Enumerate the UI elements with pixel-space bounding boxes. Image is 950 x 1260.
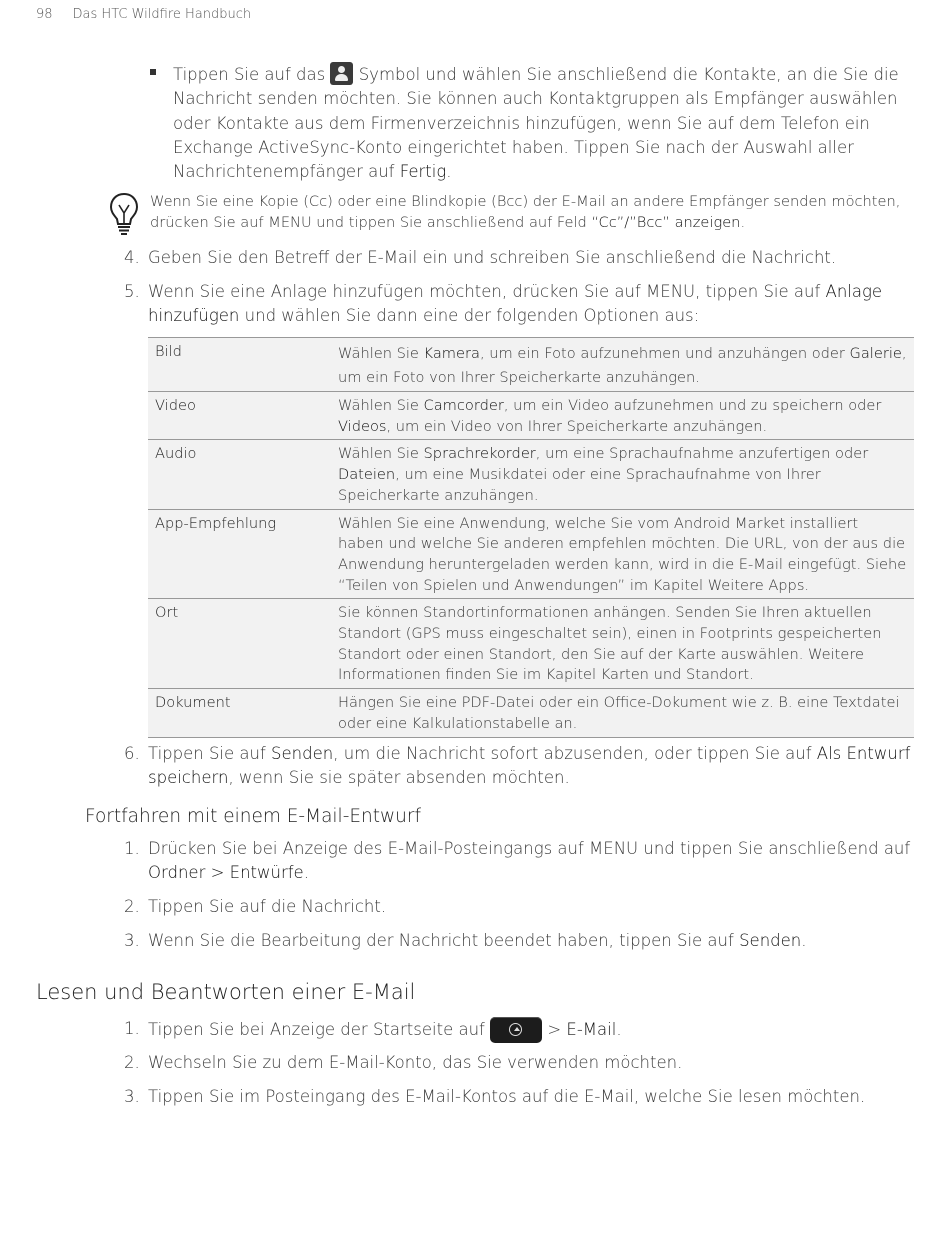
step-number: 3.	[124, 1087, 140, 1106]
option-name: App-Empfehlung	[148, 509, 324, 599]
step-text: Tippen Sie auf Senden, um die Nachricht sofort abzusenden, oder tippen Sie auf Als Entwurf speichern, wenn Sie sie später absenden möchten.	[148, 744, 911, 788]
step-text: Tippen Sie auf die Nachricht.	[148, 897, 387, 916]
table-row	[148, 599, 914, 689]
step-number: 6.	[124, 744, 140, 763]
table-row	[148, 689, 914, 737]
step-text: Wechseln Sie zu dem E-Mail-Konto, das Sie verwenden möchten.	[148, 1053, 683, 1072]
bullet-text: Tippen Sie auf das Symbol und wählen Sie anschließend die Kontakte, an die Sie die Nachricht senden möchten. Sie können auch Kontaktgruppen als Empfänger auswählen oder Kontakte aus dem Firmenverzeichnis hinzufügen, wenn Sie auf dem Telefon ein Exchange ActiveSync-Konto eingerichtet haben. Tippen Sie nach der Auswahl aller Nachrichtenempfänger auf Fertig.	[173, 62, 920, 184]
section-heading-draft: Fortfahren mit einem E-Mail-Entwurf	[85, 806, 422, 827]
draft-step-1	[124, 837, 914, 886]
step-number: 2.	[124, 1053, 140, 1072]
option-description: Sie können Standortinformationen anhängen. Senden Sie Ihren aktuellen Standort (GPS muss eingeschaltet sein), einen in Footprints gespeicherten Standort oder einen Standort, den Sie auf der Karte auswählen. Weitere Informationen finden Sie im Kapitel Karten und Standort.	[324, 599, 914, 689]
step-text: Wenn Sie eine Anlage hinzufügen möchten, drücken Sie auf MENU, tippen Sie auf Anlage hinzufügen und wählen Sie dann eine der folgenden Optionen aus:	[148, 282, 883, 326]
option-description: Wählen Sie Kamera, um ein Foto aufzunehmen und anzuhängen oder Galerie, um ein Foto von Ihrer Speicherkarte anzuhängen.	[324, 338, 914, 392]
table-row	[148, 509, 914, 599]
step-text: Tippen Sie bei Anzeige der Startseite auf > E-Mail.	[148, 1017, 914, 1043]
contacts-icon	[330, 62, 353, 85]
lightbulb-icon	[108, 191, 140, 235]
table-row	[148, 392, 914, 440]
step-5	[124, 280, 914, 329]
draft-step-2	[124, 895, 914, 919]
attachment-options-table	[148, 337, 914, 738]
page-header	[36, 7, 251, 22]
tip-note	[108, 191, 908, 233]
tip-text: Wenn Sie eine Kopie (Cc) oder eine Blindkopie (Bcc) der E-Mail an andere Empfänger senden möchten, drücken Sie auf MENU und tippen Sie anschließend auf Feld “Cc”/”Bcc” anzeigen.	[150, 193, 901, 231]
option-name: Video	[148, 392, 324, 440]
step-text: Tippen Sie im Posteingang des E-Mail-Kontos auf die E-Mail, welche Sie lesen möchten.	[148, 1087, 866, 1106]
step-text: Geben Sie den Betreff der E-Mail ein und schreiben Sie anschließend die Nachricht.	[148, 248, 837, 267]
option-name: Bild	[148, 338, 324, 392]
step-number: 1.	[124, 839, 140, 858]
read-step-1	[124, 1017, 914, 1043]
option-description: Wählen Sie Camcorder, um ein Video aufzunehmen und zu speichern oder Videos, um ein Video von Ihrer Speicherkarte anzuhängen.	[324, 392, 914, 440]
step-number: 1.	[124, 1019, 140, 1038]
table-row	[148, 338, 914, 392]
step-number: 4.	[124, 248, 140, 267]
option-description: Wählen Sie Sprachrekorder, um eine Sprachaufnahme anzufertigen oder Dateien, um eine Musikdatei oder eine Sprachaufnahme von Ihrer Speicherkarte anzuhängen.	[324, 440, 914, 509]
step-text: Wenn Sie die Bearbeitung der Nachricht beendet haben, tippen Sie auf Senden.	[148, 931, 807, 950]
step-6	[124, 742, 914, 791]
option-description: Wählen Sie eine Anwendung, welche Sie vom Android Market installiert haben und welche Sie anderen empfehlen möchten. Die URL, von der aus die Anwendung heruntergeladen werden kann, wird in die E-Mail eingefügt. Siehe “Teilen von Spielen und Anwendungen” im Kapitel Weitere Apps.	[324, 509, 914, 599]
option-name: Ort	[148, 599, 324, 689]
read-step-2	[124, 1051, 914, 1075]
draft-step-3	[124, 929, 914, 953]
step-4	[124, 246, 914, 270]
option-name: Audio	[148, 440, 324, 509]
bullet-square	[150, 69, 156, 75]
list-item	[150, 62, 920, 184]
manual-title: Das HTC Wildfire Handbuch	[72, 7, 252, 22]
home-all-apps-button-icon	[490, 1017, 542, 1043]
step-number: 5.	[124, 282, 140, 301]
table-row	[148, 440, 914, 509]
step-text: Drücken Sie bei Anzeige des E-Mail-Posteingangs auf MENU und tippen Sie anschließend auf Ordner > Entwürfe.	[148, 839, 911, 883]
section-heading-read: Lesen und Beantworten einer E-Mail	[36, 980, 416, 1004]
step-number: 2.	[124, 897, 140, 916]
read-step-3	[124, 1085, 914, 1109]
option-description: Hängen Sie eine PDF-Datei oder ein Office-Dokument wie z. B. eine Textdatei oder eine Kalkulationstabelle an.	[324, 689, 914, 737]
step-number: 3.	[124, 931, 140, 950]
option-name: Dokument	[148, 689, 324, 737]
page-number: 98	[36, 7, 53, 22]
